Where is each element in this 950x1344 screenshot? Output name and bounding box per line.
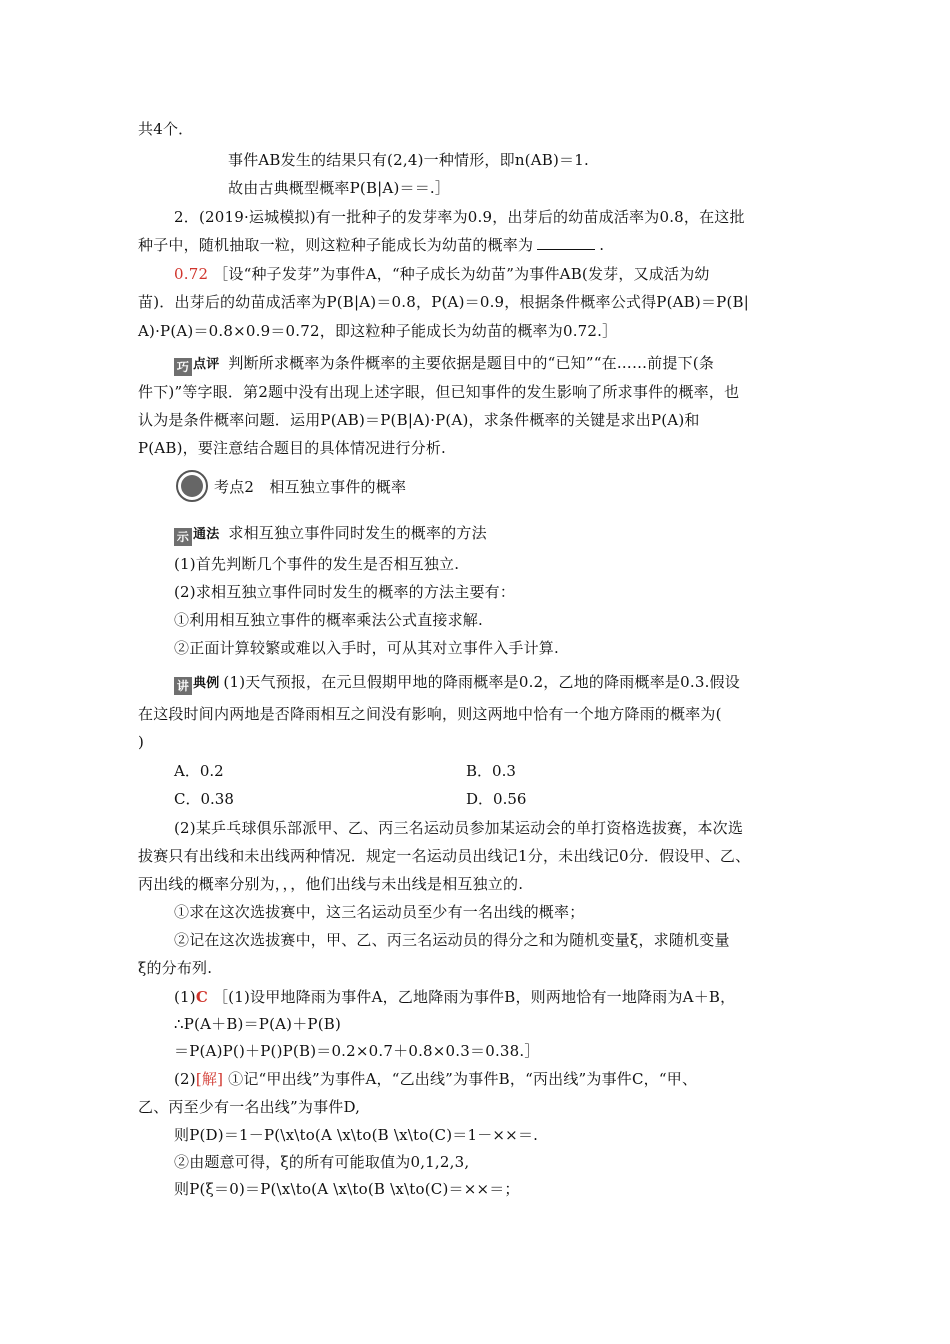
answer-line: [174, 263, 854, 285]
answer-value: 0.72: [174, 265, 209, 283]
example-tag: [174, 673, 219, 695]
example-line: [174, 671, 854, 695]
method-line: ①利用相互独立事件的概率乘法公式直接求解.: [174, 611, 483, 629]
comment-text: 判断所求概率为条件概率的主要依据是题目中的“已知”“在……前提下(条: [228, 354, 715, 372]
solution-text: ①记“甲出线”为事件A，“乙出线”为事件B，“丙出线”为事件C，“甲、: [228, 1070, 698, 1088]
answer-line: A)·P(A)＝0.8×0.9＝0.72，即这粒种子能成长为幼苗的概率为0.72.］: [138, 322, 618, 340]
tag-text: 点评: [193, 357, 220, 372]
solution-tag: [解]: [195, 1070, 224, 1088]
method-tag: [174, 524, 219, 546]
solution-label: (2): [174, 1070, 196, 1088]
option-a: A．0.2: [174, 762, 224, 780]
problem-line: ①求在这次选拔赛中，这三名运动员至少有一名出线的概率；: [174, 903, 585, 921]
problem-line: 丙出线的概率分别为，，，他们出线与未出线是相互独立的.: [138, 875, 524, 893]
comment-line: P(AB)，要注意结合题目的具体情况进行分析.: [138, 439, 447, 457]
text-line: 故由古典概型概率P(B|A)＝＝.］: [228, 179, 451, 197]
question-text: .: [599, 236, 605, 254]
solution-line: [174, 986, 854, 1008]
method-line: (2)求相互独立事件同时发生的概率的方法主要有：: [174, 583, 516, 601]
solution-line: 乙、丙至少有一名出线”为事件D,: [138, 1098, 361, 1116]
question-2-line: [138, 234, 818, 256]
solution-line: [174, 1068, 854, 1090]
tag-text: 典例: [193, 676, 220, 691]
solution-text: ［(1)设甲地降雨为事件A，乙地降雨为事件B，则两地恰有一地降雨为A＋B，: [212, 988, 736, 1006]
solution-line: 则P(D)＝1－P(\x\to(A \x\to(B \x\to(C)＝1－××＝.: [174, 1126, 539, 1144]
option-d: D．0.56: [466, 790, 527, 808]
comment-line: 认为是条件概率问题．运用P(AB)＝P(B|A)·P(A)，求条件概率的关键是求出P(A)和: [138, 411, 700, 429]
method-title-line: [174, 522, 854, 546]
example-line: 在这段时间内两地是否降雨相互之间没有影响，则这两地中恰有一个地方降雨的概率为(: [138, 705, 722, 723]
text-line: 共4个．: [138, 120, 194, 138]
section-title: 考点2 相互独立事件的概率: [214, 478, 407, 496]
solution-line: ∴P(A＋B)＝P(A)＋P(B): [174, 1015, 342, 1033]
comment-line: 件下)”等字眼．第2题中没有出现上述字眼，但已知事件的发生影响了所求事件的概率，也: [138, 383, 740, 401]
tag-box: 讲: [174, 677, 192, 695]
solution-label: (1): [174, 988, 196, 1006]
tag-box: 示: [174, 528, 192, 546]
problem-line: ξ的分布列.: [138, 959, 213, 977]
answer-choice: C: [195, 988, 208, 1006]
method-line: ②正面计算较繁或难以入手时，可从其对立事件入手计算.: [174, 639, 559, 657]
tag-text: 通法: [193, 527, 220, 542]
problem-line: (2)某乒乓球俱乐部派甲、乙、丙三名运动员参加某运动会的单打资格选拔赛，本次选: [174, 819, 744, 837]
section-bullet-icon: [176, 470, 208, 502]
solution-line: ＝P(A)P()＋P()P(B)＝0.2×0.7＋0.8×0.3＝0.38.］: [174, 1042, 540, 1060]
text-line: 事件AB发生的结果只有(2,4)一种情形，即n(AB)＝1.: [228, 151, 589, 169]
solution-line: ②由题意可得，ξ的所有可能取值为0,1,2,3,: [174, 1153, 470, 1171]
method-line: (1)首先判断几个事件的发生是否相互独立.: [174, 555, 460, 573]
comment-tag: [174, 354, 219, 376]
solution-line: 则P(ξ＝0)＝P(\x\to(A \x\to(B \x\to(C)＝××＝；: [174, 1180, 520, 1198]
example-text: (1)天气预报，在元旦假期甲地的降雨概率是0.2，乙地的降雨概率是0.3.假设: [223, 673, 740, 691]
problem-line: ②记在这次选拔赛中，甲、乙、丙三名运动员的得分之和为随机变量ξ，求随机变量: [174, 931, 730, 949]
option-c: C．0.38: [174, 790, 234, 808]
example-line: ): [138, 733, 145, 751]
question-text: 种子中，随机抽取一粒，则这粒种子能成长为幼苗的概率为: [138, 236, 534, 254]
answer-blank: [537, 235, 595, 250]
tag-box: 巧: [174, 358, 192, 376]
method-title: 求相互独立事件同时发生的概率的方法: [228, 524, 487, 542]
comment-line: [174, 352, 854, 376]
answer-text: ［设“种子发芽”为事件A，“种子成长为幼苗”为事件AB(发芽，又成活为幼: [213, 265, 710, 283]
problem-line: 拔赛只有出线和未出线两种情况．规定一名运动员出线记1分，未出线记0分．假设甲、乙、: [138, 847, 751, 865]
question-2-line: 2．(2019·运城模拟)有一批种子的发芽率为0.9，出芽后的幼苗成活率为0.8，在这批: [174, 208, 745, 226]
option-b: B．0.3: [466, 762, 516, 780]
answer-line: 苗)．出芽后的幼苗成活率为P(B|A)＝0.8，P(A)＝0.9，根据条件概率公式得P(AB)＝P(B|: [138, 293, 749, 311]
